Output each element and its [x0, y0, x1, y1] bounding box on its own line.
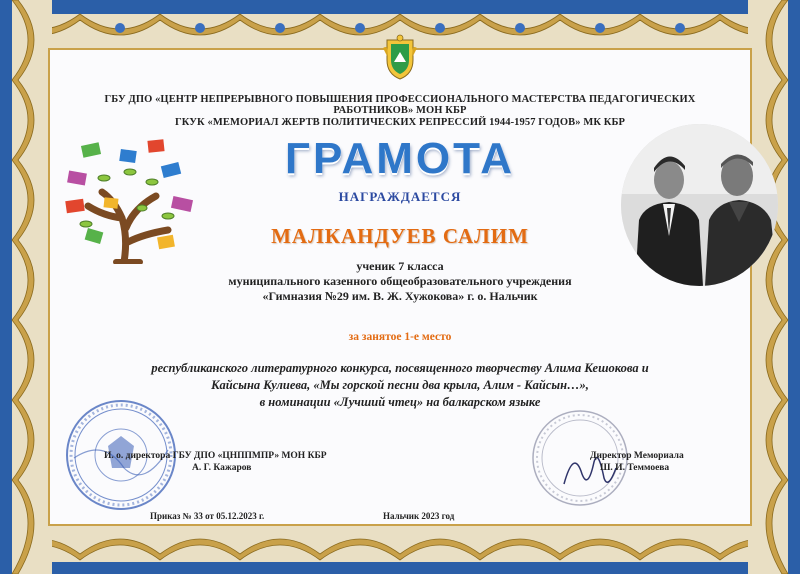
- school-line-2: муниципального казенного общеобразовательного учреждения: [228, 274, 572, 288]
- organization-line-2: РАБОТНИКОВ» МОН КБР: [333, 105, 467, 116]
- right-signatory-title: Директор Мемориала: [590, 451, 684, 461]
- coat-of-arms-emblem-icon: [383, 34, 417, 80]
- order-number: Приказ № 33 от 05.12.2023 г.: [150, 511, 265, 521]
- city-year: Нальчик 2023 год: [383, 511, 455, 521]
- ornament-border-bottom: [0, 524, 800, 574]
- school-line-3: «Гимназия №29 им. В. Ж. Хужокова» г. о. Нальчик: [262, 289, 538, 303]
- ornament-border-right: [748, 0, 800, 574]
- organization-line-1: ГБУ ДПО «ЦЕНТР НЕПРЕРЫВНОГО ПОВЫШЕНИЯ ПРОФЕССИОНАЛЬНОГО МАСТЕРСТВА ПЕДАГОГИЧЕСКИХ: [104, 94, 696, 105]
- contest-line-1: республиканского литературного конкурса, посвященного творчеству Алима Кешокова и: [151, 361, 649, 375]
- left-signatory-title: И. о. директора ГБУ ДПО «ЦНППМПР» МОН КБР: [104, 451, 327, 461]
- contest-line-3: в номинации «Лучший чтец» на балкарском языке: [259, 395, 541, 409]
- contest-line-2: Кайсына Кулиева, «Мы горской песни два крыла, Алим - Кайсын…»,: [211, 378, 589, 392]
- right-signatory-name: Ш. И. Теммоева: [600, 463, 670, 473]
- left-signatory-name: А. Г. Кажаров: [192, 463, 252, 473]
- portrait-photo-two-men-icon: [621, 124, 778, 286]
- awarded-label: НАГРАЖДАЕТСЯ: [338, 189, 462, 204]
- book-tree-illustration-icon: [64, 138, 200, 264]
- school-line-1: ученик 7 класса: [356, 259, 444, 273]
- certificate-title: ГРАМОТА: [285, 134, 515, 183]
- place-awarded: за занятое 1-е место: [348, 331, 452, 343]
- recipient-name: МАЛКАНДУЕВ САЛИМ: [271, 224, 529, 248]
- portrait-photo: [621, 124, 778, 286]
- organization-line-3: ГКУК «МЕМОРИАЛ ЖЕРТВ ПОЛИТИЧЕСКИХ РЕПРЕССИЙ 1944-1957 ГОДОВ» МК КБР: [174, 117, 626, 128]
- ornament-border-left: [0, 0, 52, 574]
